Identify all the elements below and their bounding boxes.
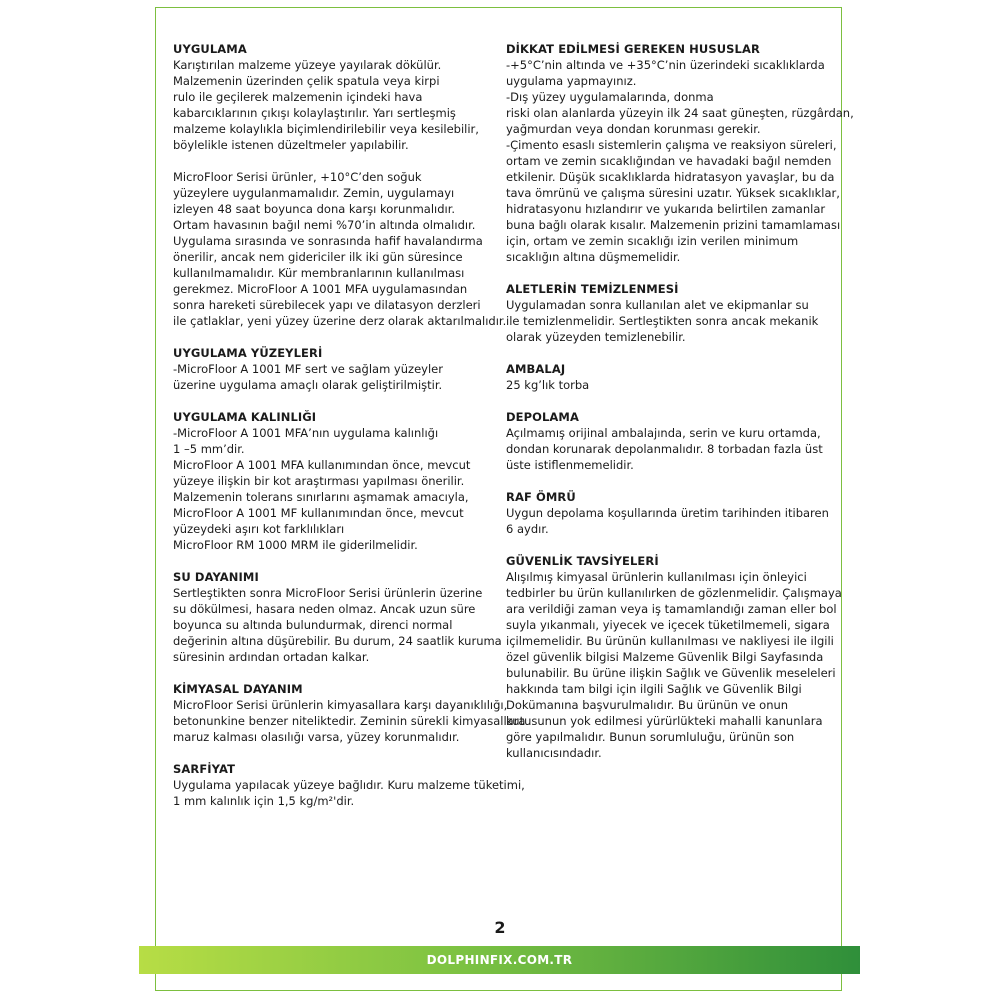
section-heading: UYGULAMA YÜZEYLERİ bbox=[173, 346, 323, 360]
body-text-line: sıcaklığın altına düşmemelidir. bbox=[506, 250, 681, 264]
body-text-line: Açılmamış orijinal ambalajında, serin ve kuru ortamda, bbox=[506, 426, 821, 440]
page-number: 2 bbox=[494, 918, 506, 937]
body-text-line: betonunkine benzer niteliktedir. Zeminin sürekli kimyasallara bbox=[173, 714, 526, 728]
left-column bbox=[173, 41, 526, 825]
section-heading: KİMYASAL DAYANIM bbox=[173, 682, 303, 696]
body-text-line: tedbirler bu ürün kullanılırken de gözlenmelidir. Çalışmaya bbox=[506, 586, 842, 600]
body-text-line: -MicroFloor A 1001 MFA’nın uygulama kalınlığı bbox=[173, 426, 439, 440]
body-text-line: riski olan alanlarda yüzeyin ilk 24 saat güneşten, rüzgârdan, bbox=[506, 106, 854, 120]
body-text-line: Uygulamadan sonra kullanılan alet ve ekipmanlar su bbox=[506, 298, 809, 312]
body-text-line: Dokümanına başvurulmalıdır. Bu ürünün ve onun bbox=[506, 698, 789, 712]
body-text-line: rulo ile geçilerek malzemenin içindeki hava bbox=[173, 90, 423, 104]
body-text-line: izleyen 48 saat boyunca dona karşı korunmalıdır. bbox=[173, 202, 456, 216]
body-text-line: kullanıcısındadır. bbox=[506, 746, 602, 760]
body-text-line: yüzeye ilişkin bir kot araştırması yapılması önerilir. bbox=[173, 474, 465, 488]
body-text-line: 25 kg’lık torba bbox=[506, 378, 590, 392]
body-text-line: Malzemenin tolerans sınırlarını aşmamak amacıyla, bbox=[173, 490, 469, 504]
body-text-line: 6 aydır. bbox=[506, 522, 549, 536]
body-text-line: Karıştırılan malzeme yüzeye yayılarak dökülür. bbox=[173, 58, 442, 72]
content-section bbox=[173, 569, 508, 665]
body-text-line: -Çimento esaslı sistemlerin çalışma ve reaksiyon süreleri, bbox=[506, 138, 837, 152]
body-text-line: Sertleştikten sonra MicroFloor Serisi ürünlerin üzerine bbox=[173, 586, 483, 600]
body-text-line: Ortam havasının bağıl nemi %70’in altında olmalıdır. bbox=[173, 218, 476, 232]
body-text-line: yağmurdan veya dondan korunması gerekir. bbox=[506, 122, 761, 136]
footer-website[interactable]: DOLPHINFIX.COM.TR bbox=[426, 953, 573, 967]
body-text-line: özel güvenlik bilgisi Malzeme Güvenlik Bilgi Sayfasında bbox=[506, 650, 824, 664]
body-text-line: böylelikle istenen düzeltmeler yapılabilir. bbox=[173, 138, 409, 152]
content-section bbox=[173, 761, 525, 809]
body-text-line: kutusunun yok edilmesi yürürlükteki mahalli kanunlara bbox=[506, 714, 823, 728]
body-text-line: bulunabilir. Bu ürüne ilişkin Sağlık ve Güvenlik meseleleri bbox=[506, 666, 836, 680]
body-text-line: hidratasyonu hızlandırır ve yukarıda belirtilen zamanlar bbox=[506, 202, 826, 216]
body-text-line: Uygulama sırasında ve sonrasında hafif havalandırma bbox=[173, 234, 483, 248]
body-text-line: tava ömrünü ve çalışma süresini uzatır. Yüksek sıcaklıklar, bbox=[506, 186, 840, 200]
body-text-line: -+5°C’nin altında ve +35°C’nin üzerindeki sıcaklıklarda bbox=[506, 58, 825, 72]
body-text-line: Alışılmış kimyasal ürünlerin kullanılması için önleyici bbox=[506, 570, 807, 584]
content-section bbox=[506, 281, 836, 345]
section-heading: SU DAYANIMI bbox=[173, 570, 259, 584]
body-text-line: hakkında tam bilgi için ilgili Sağlık ve Güvenlik Bilgi bbox=[506, 682, 802, 696]
body-text-line: içilmemelidir. Bu ürünün kullanılması ve nakliyesi ile ilgili bbox=[506, 634, 834, 648]
section-heading: GÜVENLİK TAVSİYELERİ bbox=[506, 554, 659, 568]
body-text-line: yüzeydeki aşırı kot farklılıkları bbox=[173, 522, 345, 536]
content-section bbox=[173, 345, 508, 393]
body-text-line: su dökülmesi, hasara neden olmaz. Ancak uzun süre bbox=[173, 602, 476, 616]
body-text-line: için, ortam ve zemin sıcaklığı izin verilen minimum bbox=[506, 234, 799, 248]
body-text-line: olarak yüzeyden temizlenebilir. bbox=[506, 330, 686, 344]
content-section bbox=[173, 681, 526, 745]
right-column bbox=[506, 41, 854, 777]
body-text-line: ile çatlaklar, yeni yüzey üzerine derz olarak aktarılmalıdır. bbox=[173, 314, 507, 328]
content-section bbox=[506, 361, 836, 393]
section-heading: AMBALAJ bbox=[506, 362, 566, 376]
body-text-line: Malzemenin üzerinden çelik spatula veya kirpi bbox=[173, 74, 440, 88]
content-section bbox=[506, 553, 842, 761]
section-heading: UYGULAMA bbox=[173, 42, 247, 56]
body-text-line: MicroFloor A 1001 MF kullanımından önce, mevcut bbox=[173, 506, 464, 520]
body-text-line: malzeme kolaylıkla biçimlendirilebilir veya kesilebilir, bbox=[173, 122, 479, 136]
paragraph-spacer bbox=[173, 153, 508, 169]
body-text-line: göre yapılmalıdır. Bunun sorumluluğu, ürünün son bbox=[506, 730, 795, 744]
body-text-line: kullanılmamalıdır. Kür membranlarının kullanılması bbox=[173, 266, 465, 280]
body-text-line: önerilir, ancak nem gidericiler ilk iki gün süresince bbox=[173, 250, 463, 264]
body-text-line: ile temizlenmelidir. Sertleştikten sonra ancak mekanik bbox=[506, 314, 819, 328]
body-text-line: suyla yıkanmalı, yiyecek ve içecek tüketilmemeli, sigara bbox=[506, 618, 830, 632]
body-text-line: üzerine uygulama amaçlı olarak geliştirilmiştir. bbox=[173, 378, 443, 392]
body-text-line: 1 –5 mm’dir. bbox=[173, 442, 245, 456]
body-text-line: MicroFloor Serisi ürünler, +10°C’den soğuk bbox=[173, 170, 422, 184]
content-section bbox=[506, 489, 836, 537]
body-text-line: uygulama yapmayınız. bbox=[506, 74, 637, 88]
body-text-line: -Dış yüzey uygulamalarında, donma bbox=[506, 90, 714, 104]
section-heading: UYGULAMA KALINLIĞI bbox=[173, 410, 317, 424]
body-text-line: dondan korunarak depolanmalıdır. 8 torbadan fazla üst bbox=[506, 442, 823, 456]
content-section bbox=[506, 409, 836, 473]
body-text-line: MicroFloor A 1001 MFA kullanımından önce, mevcut bbox=[173, 458, 471, 472]
content-section bbox=[173, 409, 508, 553]
body-text-line: maruz kalması olasılığı varsa, yüzey korunmalıdır. bbox=[173, 730, 460, 744]
body-text-line: gerekmez. MicroFloor A 1001 MFA uygulamasından bbox=[173, 282, 468, 296]
body-text-line: MicroFloor RM 1000 MRM ile giderilmelidir. bbox=[173, 538, 418, 552]
body-text-line: ortam ve zemin sıcaklığından ve havadaki bağıl nemden bbox=[506, 154, 832, 168]
body-text-line: buna bağlı olarak kısalır. Malzemenin prizini tamamlaması bbox=[506, 218, 841, 232]
section-heading: DEPOLAMA bbox=[506, 410, 579, 424]
body-text-line: kabarcıklarının çıkışı kolaylaştırılır. Yarı sertleşmiş bbox=[173, 106, 456, 120]
body-text-line: -MicroFloor A 1001 MF sert ve sağlam yüzeyler bbox=[173, 362, 443, 376]
section-heading: RAF ÖMRÜ bbox=[506, 490, 576, 504]
body-text-line: süresinin ardından ortadan kalkar. bbox=[173, 650, 370, 664]
section-heading: SARFİYAT bbox=[173, 762, 236, 776]
body-text-line: değerinin altına düşürebilir. Bu durum, 24 saatlik kuruma bbox=[173, 634, 502, 648]
body-text-line: yüzeylere uygulanmamalıdır. Zemin, uygulamayı bbox=[173, 186, 455, 200]
body-text-line: etkilenir. Düşük sıcaklıklarda hidratasyon yavaşlar, bu da bbox=[506, 170, 835, 184]
body-text-line: sonra hareketi sürebilecek yapı ve dilatasyon derzleri bbox=[173, 298, 481, 312]
content-section bbox=[506, 41, 854, 265]
section-heading: DİKKAT EDİLMESİ GEREKEN HUSUSLAR bbox=[506, 42, 760, 56]
content-section bbox=[173, 41, 508, 329]
body-text-line: 1 mm kalınlık için 1,5 kg/m²'dir. bbox=[173, 794, 355, 808]
body-text-line: Uygun depolama koşullarında üretim tarihinden itibaren bbox=[506, 506, 829, 520]
section-heading: ALETLERİN TEMİZLENMESİ bbox=[506, 282, 679, 296]
body-text-line: ara verildiği zaman veya iş tamamlandığı zaman eller bol bbox=[506, 602, 837, 616]
footer-bar bbox=[139, 946, 860, 974]
body-text-line: Uygulama yapılacak yüzeye bağlıdır. Kuru malzeme tüketimi, bbox=[173, 778, 525, 792]
body-text-line: üste istiflenmemelidir. bbox=[506, 458, 634, 472]
body-text-line: boyunca su altında bulundurmak, direnci normal bbox=[173, 618, 453, 632]
body-text-line: MicroFloor Serisi ürünlerin kimyasallara karşı dayanıklılığı, bbox=[173, 698, 508, 712]
